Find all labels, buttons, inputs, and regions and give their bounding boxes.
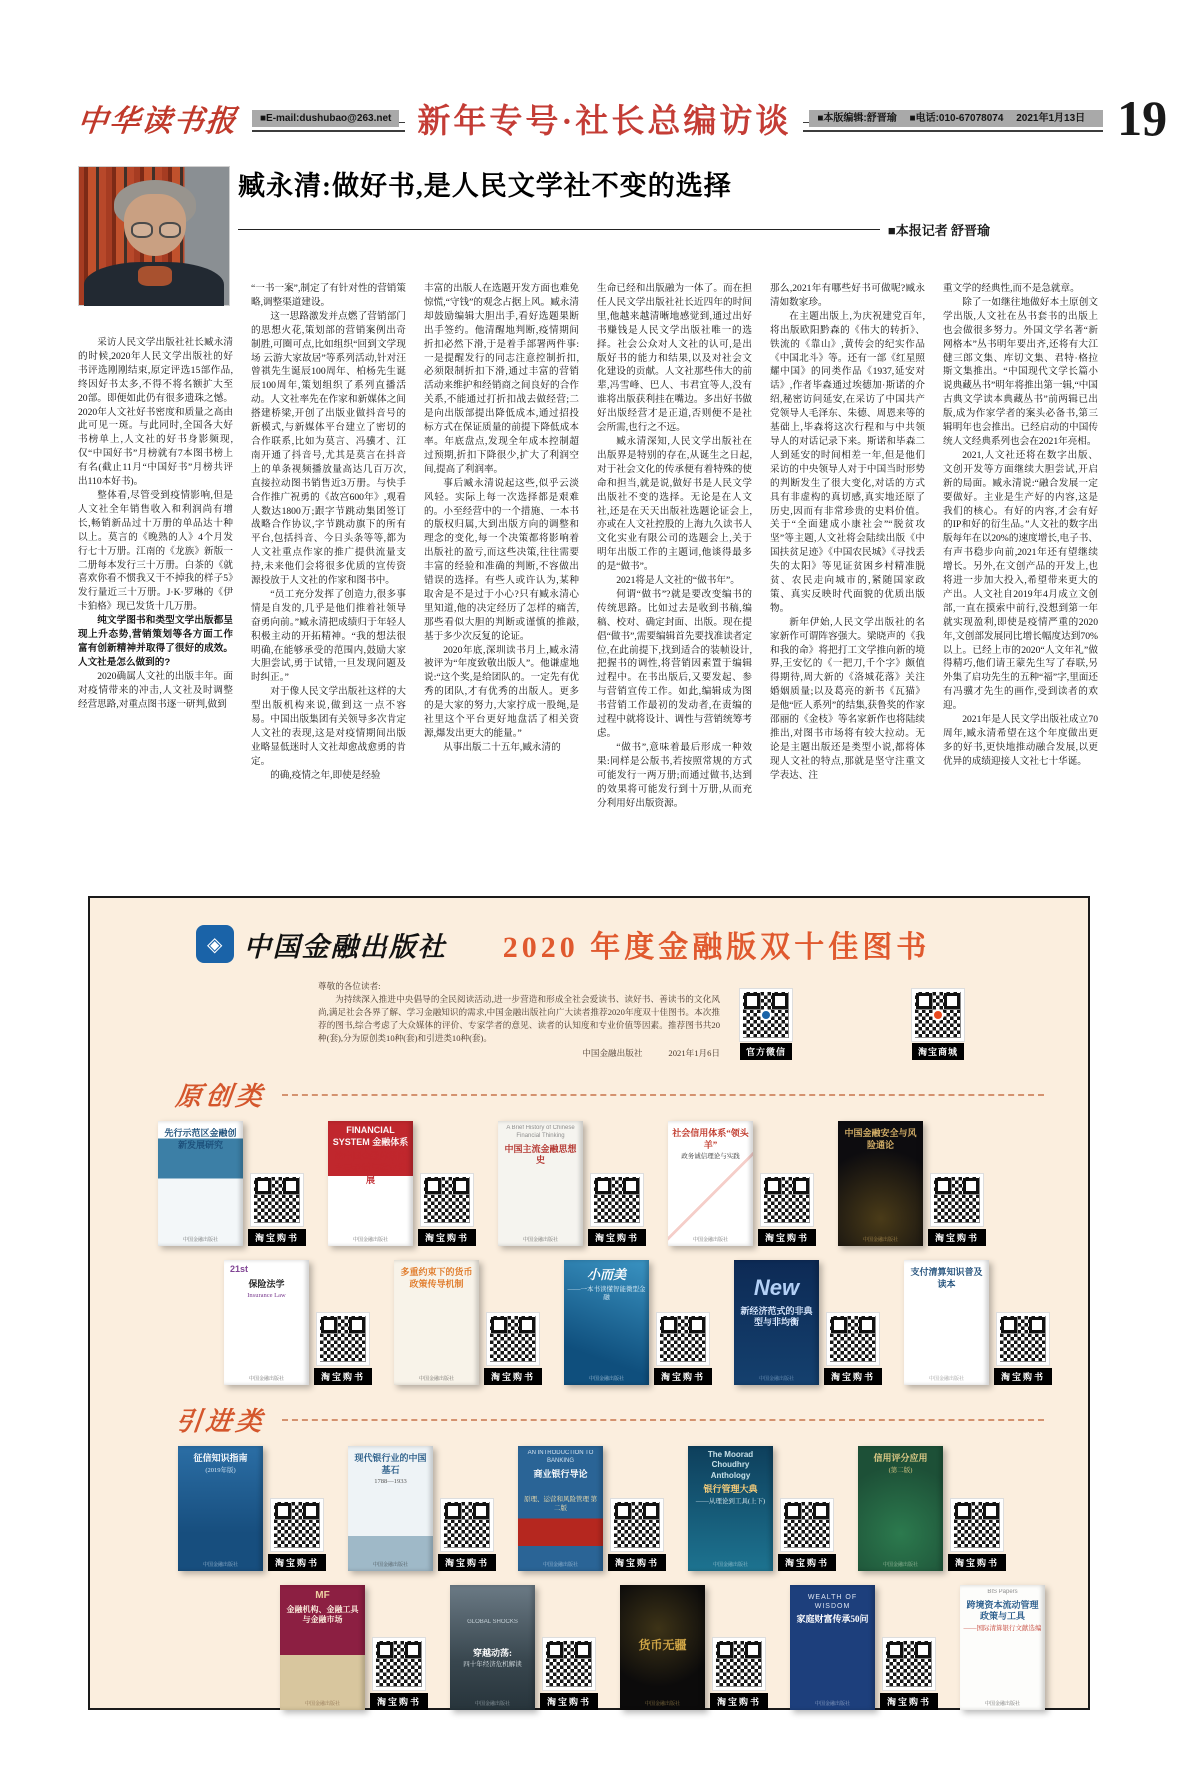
cover-publisher: 中国金融出版社 [304,1702,340,1707]
cover-en-text [620,1585,705,1590]
book-item [960,1585,1045,1710]
book-item [224,1260,372,1385]
cover-publisher: 中国金融出版社 [882,1563,918,1568]
book-row-2 [132,1260,1050,1385]
book-item [858,1446,1006,1571]
category-dash-rule [282,1094,1044,1096]
cover-en-text [178,1446,263,1451]
cover-title: 信用评分应用 [873,1453,928,1463]
cover-publisher: 中国金融出版社 [522,1238,558,1243]
paragraph: 2020年底,深圳读书月上,臧永清被评为“年度致敬出版人”。他谦虚地说:“这个奖,是给团队的。一定先有优秀的团队,才有优秀的出版人。更多的是大家的努力,大家拧成一股绳,是社里这个平台更好地盘活了相关资源,爆发出更大的能量。” [424,644,579,739]
paragraph: “做书”,意味着最后形成一种效果:同样是公版书,若按照常规的方式可能发行一两万册;而通过做书,达到的效果将可能发行到十万册,从而充分利用好出版资源。 [597,741,752,809]
book-qr-code [611,1499,663,1551]
wechat-qr-code [740,989,792,1041]
paragraph: 新年伊始,人民文学出版社的名家新作可谓阵容强大。梁晓声的《我和我的命》将把打工文学推向新的境界,王安忆的《一把刀,千个字》颇值得期待,周大新的《洛城花落》关注婚姻质量;以及葛亮的新书《瓦猫》是他“匠人系列”的结集,获鲁奖的作家邵丽的《金枝》等名家新作也将陆续推出,对图书市场将有较大拉动。无论是主题出版还是类型小说,都将体现人文社的特点,那就是坚守注重文学表达、注 [770,616,925,781]
book-cover [904,1260,989,1385]
notice-signature [318,1047,720,1060]
cover-publisher: 中国金融出版社 [814,1702,850,1707]
cover-en-text [564,1260,649,1265]
book-qr-code [713,1638,765,1690]
article-headline: 臧永清:做好书,是人民文学社不变的选择 [238,171,732,201]
article-column-6 [943,282,1098,870]
cover-title: 先行示范区金融创新发展研究 [164,1128,237,1150]
article-column-5 [770,282,925,870]
paragraph: 2021年是人民文学出版社成立70周年,臧永清希望在这个年度做出更多的好书,更快地推动融合发展,以更优异的成绩迎接人文社七十华诞。 [943,714,1098,767]
book-item [904,1260,1052,1385]
photo-glasses [131,222,181,238]
book-item [620,1585,768,1710]
paragraph: 对于像人民文学出版社这样的大型出版机构来说,做到这一点不容易。中国出版集团有关领导多次肯定人文社的表现,这是对疫情期间出版业略显低迷时人文社却愈战愈勇的肯定。 [251,686,406,767]
cover-title: 保险法学 [248,1278,285,1289]
cover-title: 征信知识指南 [193,1453,248,1463]
signature-publisher: 中国金融出版社 [582,1048,643,1058]
signature-date: 2021年1月6日 [668,1048,720,1058]
book-cover [734,1260,819,1385]
paragraph: 采访人民文学出版社社长臧永清的时候,2020年人民文学出版社的好书评选刚刚结束,原定评选15部作品,终因好书太多,不得不将名额扩大至20部。即便如此仍有很多遗珠之憾。2020年人文社好书密度和质量之高由此可见一斑。与此同时,全国各大好书榜单上,人文社的好书身影频现,仅“中国好书”月榜就有7本图书榜上有名(截止11月“中国好书”月榜共评出110本好书)。 [78,337,233,488]
book-qr-code [487,1313,539,1365]
book-qr-code [421,1174,473,1226]
cover-en-text: The Moorad Choudhry Anthology [707,1450,754,1480]
paragraph: 重文学的经典性,而不是急就章。 [943,283,1080,294]
book-qr-code [543,1638,595,1690]
article-column-3 [424,282,579,870]
taobao-buy-label: 淘宝购书 [418,1229,476,1246]
category-original-label: 原创类 [174,1082,268,1111]
byline-row [238,220,1100,239]
paragraph: 2020确属人文社的出版丰年。面对疫情带来的冲击,人文社及时调整经营思路,对重点图书逐一研判,做到 [78,670,233,710]
cover-title: 中国金融安全与风险通论 [844,1128,917,1150]
book-qr-code [951,1499,1003,1551]
book-qr-code [373,1638,425,1690]
book-cover [688,1446,773,1571]
publisher-name: 中国金融出版社 [243,931,447,962]
cover-publisher: 中国金融出版社 [862,1238,898,1243]
book-row-1 [132,1121,1050,1246]
paragraph: 生命已经和出版融为一体了。而在担任人民文学出版社社长近四年的时间里,他越来越清晰地感觉到,通过出好书赚钱是人民文学出版社唯一的选择。社会公众对人文社的认可,是出版好书的能力和结果,以及对社会文化建设的贡献。人文社那些伟大的前辈,冯雪峰、巴人、韦君宜等人,没有谁将出版获利挂在嘴边。多出好书做好出版经营才是正道,否则便不是社会所需,也行之不远。 [597,283,752,434]
cover-subtitle: ——从理论到工具(上下) [695,1497,766,1505]
cover-en-text: FINANCIAL SYSTEM 金融体系 [332,1125,409,1147]
book-item [498,1121,646,1246]
taobao-buy-label: 淘宝购书 [438,1554,496,1571]
book-qr-code [271,1499,323,1551]
cover-subtitle: ——一本书读懂智能微型金融 [567,1285,646,1302]
category-imported-row [176,1401,1050,1438]
cover-title: 中国主流金融思想史 [504,1143,577,1166]
ad-title: 2020 年度金融版双十佳图书 [502,931,931,964]
cover-title: 多重约束下的货币政策传导机制 [400,1267,473,1289]
cover-subtitle: 四十年经济危机解读 [463,1661,522,1669]
cover-title: 家庭财富传承50问 [796,1614,869,1625]
cover-subtitle: ——国际清算银行文献选编 [963,1625,1042,1633]
book-cover [564,1260,649,1385]
cover-publisher: 中国金融出版社 [588,1377,624,1382]
cover-en-text [668,1121,753,1126]
masthead-editor: ■本版编辑:舒晋瑜 [817,112,897,124]
byline-rule [238,229,880,230]
cover-title: 跨境资本流动管理政策与工具 [966,1599,1039,1622]
publisher-logo-icon: ◈ [196,925,234,963]
book-cover [620,1585,705,1710]
book-item [348,1446,496,1571]
cover-publisher: 中国金融出版社 [202,1563,238,1568]
cover-en-text: GLOBAL SHOCKS [467,1619,518,1625]
book-qr-code [781,1499,833,1551]
masthead-rule [252,92,1103,144]
cover-title: 现代银行业的中国基石 [354,1453,427,1475]
notice-body: 为持续深入推进中央倡导的全民阅读活动,进一步营造和形成全社会爱读书、读好书、善读书的文化风尚,满足社会各界了解、学习金融知识的需求,中国金融出版社向广大读者推荐2020年度双十佳图书。本次推荐的图书,综合考虑了大众媒体的评价、专家学者的意见、读者的认知度和专业价值等因素。推荐图书共20种(套),分为原创类10种(套)和引进类10种(套)。 [318,994,720,1043]
paragraph: 在主题出版上,为庆祝建党百年,将出版欧阳黔森的《伟大的转折》、铁流的《靠山》,黄传会的纪实作品《中国北斗》等。还有一部《红星照耀中国》的同类作品《1937,延安对话》,作者毕森通过埃德加·斯诺的介绍,秘密访问延安,在采访了中国共产党领导人毛泽东、朱德、周恩来等的基础上,毕森将这次行程和与中共领导人的对话记录下来。斯诺和毕森二人到延安的时间相差一年,但是他们采访的中央领导人对于中国当时形势的判断发生了很大变化,对话的方式具有非虚构的真切感,真实地还原了历史,因而有非常珍贵的史料价值。关于“全面建成小康社会”“脱贫攻坚”等主题,人文社将会陆续出版《中国扶贫足迹》《中国农民城》《寻找丢失的太阳》等见证贫困乡村精准脱贫、农民走向城市的,紧随国家政策、真实反映时代面貌的优质出版物。 [770,310,925,614]
cover-publisher: 中国金融出版社 [474,1702,510,1707]
book-cover [224,1260,309,1385]
book-item [564,1260,712,1385]
cover-title: 穿越动荡: [473,1647,512,1658]
category-dash-rule [282,1419,1044,1421]
cover-en-text: New [753,1275,800,1300]
taobao-qr-center-icon [932,1009,944,1021]
taobao-buy-label: 淘宝购书 [758,1229,816,1246]
page-number: 19 [1117,90,1168,146]
cover-title: 银行管理大典 [703,1484,758,1495]
article-column-1 [78,336,233,870]
cover-publisher: 中国金融出版社 [692,1238,728,1243]
cover-en-text: BIS Papers [987,1589,1018,1595]
cover-en-text: 21st [230,1264,249,1274]
ad-notice [318,980,720,1060]
cover-en-text: MF [315,1590,330,1601]
cover-en-text: WEALTH OF WISDOM [807,1594,858,1611]
book-qr-code [657,1313,709,1365]
publisher-logo-group [196,925,447,964]
paragraph: 那么,2021年有哪些好书可做呢?臧永清如数家珍。 [770,283,925,308]
cover-title: 金融机构、金融工具与金融市场 [286,1605,359,1625]
photo-scarf [138,266,172,286]
cover-title: 论中国金融体系的主要矛盾与稳定发展 [334,1151,407,1185]
book-item [838,1121,986,1246]
book-qr-code [441,1499,493,1551]
taobao-buy-label: 淘宝购书 [484,1368,542,1385]
book-item [328,1121,476,1246]
cover-subtitle: 1788—1933 [374,1478,407,1486]
taobao-buy-label: 淘宝购书 [948,1554,1006,1571]
book-cover [348,1446,433,1571]
taobao-buy-label: 淘宝购书 [540,1693,598,1710]
cover-en-text [858,1446,943,1451]
book-item [790,1585,938,1710]
masthead-email: ■E-mail:dushubao@263.net [252,110,399,127]
cover-title: 货币无疆 [638,1638,687,1652]
paragraph: “员工充分发挥了创造力,很多事情是自发的,几乎是他们推着社领导奋勇向前。”臧永清把成绩归于年轻人积极主动的开拓精神。“我的想法很明确,在能够承受的范围内,鼓励大家大胆尝试,勇于试错,一旦发现问题及时纠正。” [251,588,406,684]
cover-publisher: 中国金融出版社 [928,1377,964,1382]
cover-publisher: 中国金融出版社 [644,1702,680,1707]
paragraph: 2021将是人文社的“做书年”。 [616,575,740,587]
paragraph: 除了一如继往地做好本土原创文学出版,人文社在丛书套书的出版上也会做很多努力。外国文学名著“新网格本”丛书明年要出齐,还将有大江健三郎文集、库切文集、君特·格拉斯文集推出。“中国现代文学长篇小说典藏丛书”明年将推出第一辑,“中国古典文学读本典藏丛书”前两辑已出版,成为作家学者的案头必备书,第三辑明年也会推出。已经启动的中国传统人文经典系列也会在2021年亮相。 [943,296,1098,447]
interviewee-photo [78,166,230,306]
cover-publisher: 中国金融出版社 [542,1563,578,1568]
paragraph: 这一思路激发并点燃了营销部门的思想火花,策划部的营销案例出奇制胜,可圈可点,比如组织“回到文学现场 云游大家故居”等系列活动,针对汪曾祺先生诞辰100周年、柏杨先生诞辰100周年,策划组织了系列直播活动。人文社率先在作家和新媒体之间搭建桥梁,开创了出版业做抖音号的新模式,与新媒体平台建立了密切的合作联系,比如为莫言、冯骥才、江南开通了抖音号,尤其是莫言在抖音上的单条视频播放量高达几百万次,直接拉动图书销售近3万册。与快手合作推广祝勇的《故宫600年》,观看人数达1800万;跟字节跳动集团签订战略合作协议,字节跳动旗下的所有平台,包括抖音、今日头条等等,都为人文社重点作家的推广提供流量支持,未来他们会将很多优质的宣传资源投放于人文社的作家和图书中。 [251,310,406,587]
book-cover [280,1585,365,1710]
wechat-qr-center-icon [760,1009,772,1021]
paragraph: 的确,疫情之年,即使是经验 [270,769,381,781]
book-qr-code [251,1174,303,1226]
book-qr-code [761,1174,813,1226]
masthead [75,90,1168,146]
paragraph: 丰富的出版人在选题开发方面也难免惊慌,“守钱”的观念占据上风。臧永清却鼓励编辑大胆出手,看好选题果断出手签约。他清醒地判断,疫情期间折扣必然下滑,于是着手部署两件事:一是提醒发行的同志注意控制折扣,必须限制折扣下滑,通过丰富的营销活动来维护和经销商之间良好的合作关系,不能通过打折扣战去做经营;二是向出版部提出降低成本,通过招投标方式在保证质量的前提下降低成本率。年底盘点,发现全年成本控制超过预期,折扣下降很少,扩大了利润空间,提高了利润率。 [424,283,579,475]
paragraph: 臧永清深知,人民文学出版社在出版界是特别的存在,从诞生之日起,对于社会文化的传承便有着特殊的使命和担当,就是说,做好书是人民文学出版社不变的选择。无论是在人文社,还是在天天出版社选题论证会上,亦或在人文社控股的上海九久读书人文化实业有限公司的选题会上,关于明年出版工作的主题词,他谈得最多的是“做书”。 [597,435,752,573]
notice-salutation: 尊敬的各位读者: [318,981,381,991]
book-cover [960,1585,1045,1710]
book-qr-code [317,1313,369,1365]
cover-publisher: 中国金融出版社 [418,1377,454,1382]
book-item [178,1446,326,1571]
section-title: 新年专号·社长总编访谈 [405,95,803,142]
taobao-buy-label: 淘宝购书 [588,1229,646,1246]
book-cover [838,1121,923,1246]
article-column-2 [251,282,406,870]
newspaper-logo: 中华读书报 [75,105,240,138]
paragraph: 何谓“做书”?就是要改变编书的传统思路。比如过去是收到书稿,编稿、校对、确定封面、出版。现在提倡“做书”,需要编辑首先要找准读者定位,在此前提下,找到适合的装帧设计,把握书的调性,将营销因素置于编辑过程中。在书出版后,又要发起、参与营销宣传工作。如此,编辑成为图书营销工作最初的发动者,在责编的过程中就将设计、调性与营销统筹考虑。 [597,588,752,739]
paragraph: 从事出版二十五年,臧永清的 [443,741,561,753]
taobao-buy-label: 淘宝购书 [778,1554,836,1571]
book-cover [450,1585,535,1710]
book-item [450,1585,598,1710]
taobao-qr-label: 淘宝商城 [912,1043,964,1060]
book-cover [498,1121,583,1246]
ad-notice-row [132,980,1050,1060]
publisher-advertisement [88,896,1090,1710]
cover-title: 社会信用体系“领头羊” [672,1128,749,1150]
book-item [158,1121,306,1246]
cover-publisher: 中国金融出版社 [182,1238,218,1243]
cover-en-text [838,1121,923,1126]
book-item [688,1446,836,1571]
cover-subtitle: (2019年版) [205,1466,236,1474]
cover-title: 商业银行导论 [533,1468,588,1479]
book-item [394,1260,542,1385]
category-imported-label: 引进类 [174,1407,268,1436]
book-cover [158,1121,243,1246]
book-cover [858,1446,943,1571]
book-row-4 [132,1585,1050,1710]
taobao-buy-label: 淘宝购书 [314,1368,372,1385]
book-cover [668,1121,753,1246]
taobao-buy-label: 淘宝购书 [824,1368,882,1385]
book-item [734,1260,882,1385]
cover-publisher: 中国金融出版社 [984,1702,1020,1707]
cover-en-text [904,1260,989,1265]
article-header [78,170,1100,266]
taobao-buy-label: 淘宝购书 [710,1693,768,1710]
article-body [78,282,1100,870]
book-cover [178,1446,263,1571]
wechat-qr-label: 官方微信 [740,1043,792,1060]
taobao-buy-label: 淘宝购书 [608,1554,666,1571]
taobao-buy-label: 淘宝购书 [994,1368,1052,1385]
cover-en-text [348,1446,433,1451]
cover-title: 小而美 [586,1267,626,1282]
book-qr-code [827,1313,879,1365]
book-item [280,1585,428,1710]
cover-en-text [158,1121,243,1126]
paragraph: “一书一案”,制定了有针对性的营销策略,调整渠道建设。 [251,283,406,308]
book-item [668,1121,816,1246]
taobao-buy-label: 淘宝购书 [248,1229,306,1246]
cover-publisher: 中国金融出版社 [248,1377,284,1382]
paragraph: 事后臧永清说起这些,似乎云淡风轻。实际上每一次选择都是艰难的。小至经营中的一个措施、一本书的版权归属,大到出版方向的调整和理念的变化,每一个决策都将影响着出版社的盈亏,而这些决策,往往需要丰富的经验和准确的判断,不容做出错误的选择。有些人或许认为,某种取舍是不是过于小心?只有臧永清心里知道,他的决定经历了怎样的痛苦,那些看似大胆的判断或谨慎的推敲,基于多少次反复的论证。 [424,477,579,642]
cover-en-text: AN INTRODUCTION TO BANKING [527,1450,594,1464]
taobao-buy-label: 淘宝购书 [654,1368,712,1385]
taobao-qr-code [912,989,964,1041]
interviewer-question: 纯文学图书和类型文学出版都呈现上升态势,营销策划等各方面工作富有创新精神并取得了很好的成效。人文社是怎么做到的? [78,615,233,668]
taobao-buy-label: 淘宝购书 [880,1693,938,1710]
category-original-row [176,1076,1050,1113]
cover-subtitle: Insurance Law [247,1292,286,1300]
masthead-date: 2021年1月13日 [1016,112,1086,124]
cover-subtitle: 原理、运营和风险管理 第二版 [523,1496,598,1512]
wechat-qr-block [740,989,792,1060]
paragraph: 整体看,尽管受到疫情影响,但是人文社全年销售收入和利润尚有增长,畅销新品过十万册的单品达十种以上。莫言的《晚熟的人》4个月发行七十万册。江南的《龙族》新版一二册每本发行三十万册。白茶的《就喜欢你看不惯我又干不掉我的样子5》发行量近三十万册。J·K·罗琳的《伊卡狛格》现已发货十几万册。 [78,489,233,613]
book-cover [328,1121,413,1246]
taobao-buy-label: 淘宝购书 [370,1693,428,1710]
book-cover [790,1585,875,1710]
cover-publisher: 中国金融出版社 [758,1377,794,1382]
paragraph: 2021,人文社还将在数字出版、文创开发等方面继续大胆尝试,开启新的局面。臧永清说:“融合发展一定要做好。主业是生产好的内容,这是我们的核心。有好的内容,才会有好的IP和好的衍生品。”人文社的数字出版每年在以20%的速度增长,电子书、有声书稳步向前,2021年还有望继续增长。另外,在文创产品的开发上,也将进一步加大投入,希望带来更大的产出。人文社自2019年4月成立文创部,一直在摸索中前行,没想到第一年就实现盈利,即使是疫情严重的2020年,文创部发展同比增长幅度达到70%以上。已经上市的2020“人文年礼”做得精巧,他们请王蒙先生写了春联,另外集了启功先生的五种“福”字,里面还有冯骥才先生的画作,受到读者的欢迎。 [943,449,1098,712]
masthead-info [809,110,1103,127]
cover-subtitle: 政务诚信理论与实践 [681,1153,740,1161]
book-qr-code [931,1174,983,1226]
taobao-buy-label: 淘宝购书 [928,1229,986,1246]
cover-en-text: A Brief History of Chinese Financial Thinking [506,1125,575,1139]
cover-publisher: 中国金融出版社 [712,1563,748,1568]
cover-title: 支付清算知识普及读本 [910,1267,983,1289]
book-qr-code [883,1638,935,1690]
cover-subtitle: (第二版) [888,1466,913,1474]
taobao-qr-block [912,989,964,1060]
cover-title: 新经济范式的非典型与非均衡 [740,1305,813,1328]
article-byline: ■本报记者 舒晋瑜 [887,223,990,239]
book-cover [518,1446,603,1571]
book-cover [394,1260,479,1385]
taobao-buy-label: 淘宝购书 [268,1554,326,1571]
cover-en-text [394,1260,479,1265]
cover-publisher: 中国金融出版社 [352,1238,388,1243]
article-column-4 [597,282,752,870]
book-qr-code [591,1174,643,1226]
ad-header [104,922,1022,966]
masthead-phone: ■电话:010-67078074 [909,112,1004,124]
cover-publisher: 中国金融出版社 [372,1563,408,1568]
book-item [518,1446,666,1571]
book-qr-code [997,1313,1049,1365]
book-row-3 [132,1446,1050,1571]
